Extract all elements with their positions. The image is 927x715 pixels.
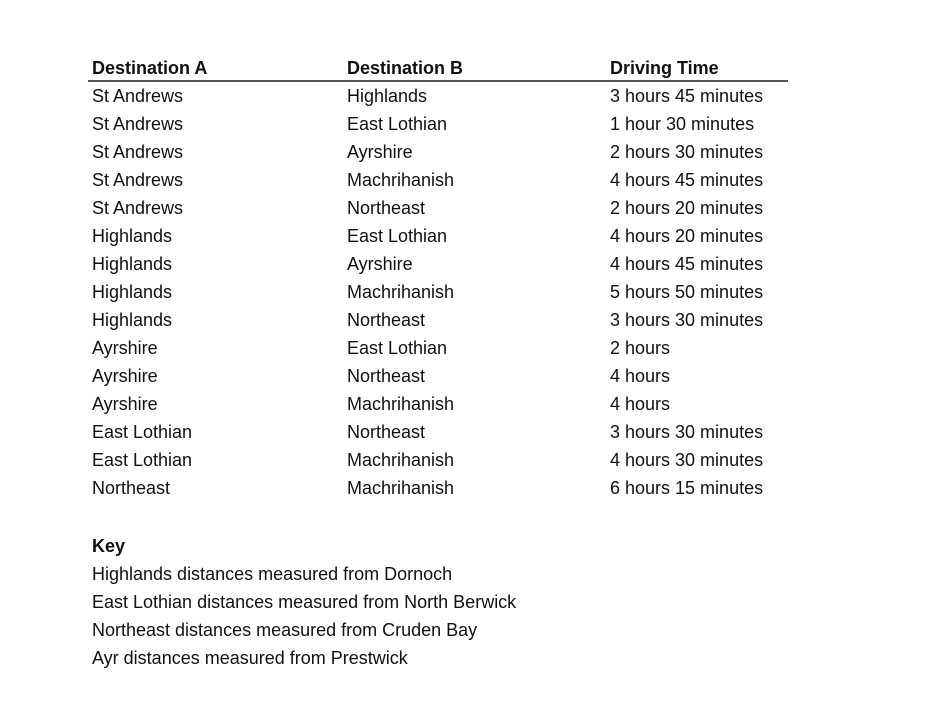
cell-destination-b: Northeast xyxy=(347,422,426,442)
cell-destination-b: Machrihanish xyxy=(347,478,455,498)
cell-driving-time: 5 hours 50 minutes xyxy=(610,282,764,302)
cell-destination-b: East Lothian xyxy=(347,226,448,246)
table-row xyxy=(88,474,788,502)
table-row xyxy=(88,278,788,306)
cell-destination-a: East Lothian xyxy=(92,422,193,442)
cell-destination-a: Highlands xyxy=(92,226,173,246)
cell-destination-b: Ayrshire xyxy=(347,254,413,274)
table-body xyxy=(88,81,788,502)
cell-destination-a: Highlands xyxy=(92,310,173,330)
cell-destination-a: Northeast xyxy=(92,478,171,498)
cell-destination-b: Northeast xyxy=(347,198,426,218)
key-title: Key xyxy=(92,536,126,556)
cell-driving-time: 2 hours 30 minutes xyxy=(610,142,764,162)
cell-destination-b: Ayrshire xyxy=(347,142,413,162)
cell-destination-b: Northeast xyxy=(347,310,426,330)
cell-destination-a: East Lothian xyxy=(92,450,193,470)
cell-driving-time: 3 hours 30 minutes xyxy=(610,422,764,442)
cell-destination-b: East Lothian xyxy=(347,114,448,134)
cell-destination-a: St Andrews xyxy=(92,170,184,190)
cell-destination-a: St Andrews xyxy=(92,198,184,218)
key-line: Northeast distances measured from Cruden Bay xyxy=(92,620,478,640)
table-row xyxy=(88,222,788,250)
key-line: East Lothian distances measured from North Berwick xyxy=(92,592,517,612)
cell-destination-a: Ayrshire xyxy=(92,394,158,414)
cell-destination-a: Ayrshire xyxy=(92,338,158,358)
cell-destination-b: Highlands xyxy=(347,86,428,106)
cell-destination-a: St Andrews xyxy=(92,142,184,162)
table-header-row xyxy=(88,56,788,81)
header-destination-a: Destination A xyxy=(88,56,343,81)
table-row xyxy=(88,166,788,194)
cell-destination-b: Machrihanish xyxy=(347,170,455,190)
cell-destination-a: Highlands xyxy=(92,254,173,274)
cell-destination-b: Machrihanish xyxy=(347,394,455,414)
cell-driving-time: 1 hour 30 minutes xyxy=(610,114,755,134)
cell-destination-b: Machrihanish xyxy=(347,450,455,470)
header-destination-b: Destination B xyxy=(343,56,606,81)
cell-driving-time: 4 hours 20 minutes xyxy=(610,226,764,246)
key-section xyxy=(92,532,516,672)
table-row xyxy=(88,362,788,390)
key-line: Highlands distances measured from Dornoch xyxy=(92,564,453,584)
cell-driving-time: 2 hours xyxy=(610,338,671,358)
cell-destination-a: Ayrshire xyxy=(92,366,158,386)
key-line: Ayr distances measured from Prestwick xyxy=(92,648,408,668)
table-row xyxy=(88,390,788,418)
cell-destination-a: St Andrews xyxy=(92,86,184,106)
cell-driving-time: 4 hours xyxy=(610,394,671,414)
table-row xyxy=(88,194,788,222)
cell-destination-b: Machrihanish xyxy=(347,282,455,302)
cell-destination-a: St Andrews xyxy=(92,114,184,134)
table-row xyxy=(88,334,788,362)
cell-destination-b: East Lothian xyxy=(347,338,448,358)
cell-driving-time: 4 hours 30 minutes xyxy=(610,450,764,470)
table-row xyxy=(88,110,788,138)
cell-driving-time: 4 hours xyxy=(610,366,671,386)
cell-destination-b: Northeast xyxy=(347,366,426,386)
table-row xyxy=(88,138,788,166)
cell-driving-time: 4 hours 45 minutes xyxy=(610,170,764,190)
cell-driving-time: 3 hours 45 minutes xyxy=(610,86,764,106)
cell-destination-a: Highlands xyxy=(92,282,173,302)
cell-driving-time: 3 hours 30 minutes xyxy=(610,310,764,330)
cell-driving-time: 4 hours 45 minutes xyxy=(610,254,764,274)
cell-driving-time: 2 hours 20 minutes xyxy=(610,198,764,218)
driving-time-table xyxy=(88,56,788,502)
table-row xyxy=(88,446,788,474)
table-row xyxy=(88,418,788,446)
table-row xyxy=(88,81,788,110)
table-row xyxy=(88,306,788,334)
cell-driving-time: 6 hours 15 minutes xyxy=(610,478,764,498)
header-driving-time: Driving Time xyxy=(606,56,788,81)
table-row xyxy=(88,250,788,278)
